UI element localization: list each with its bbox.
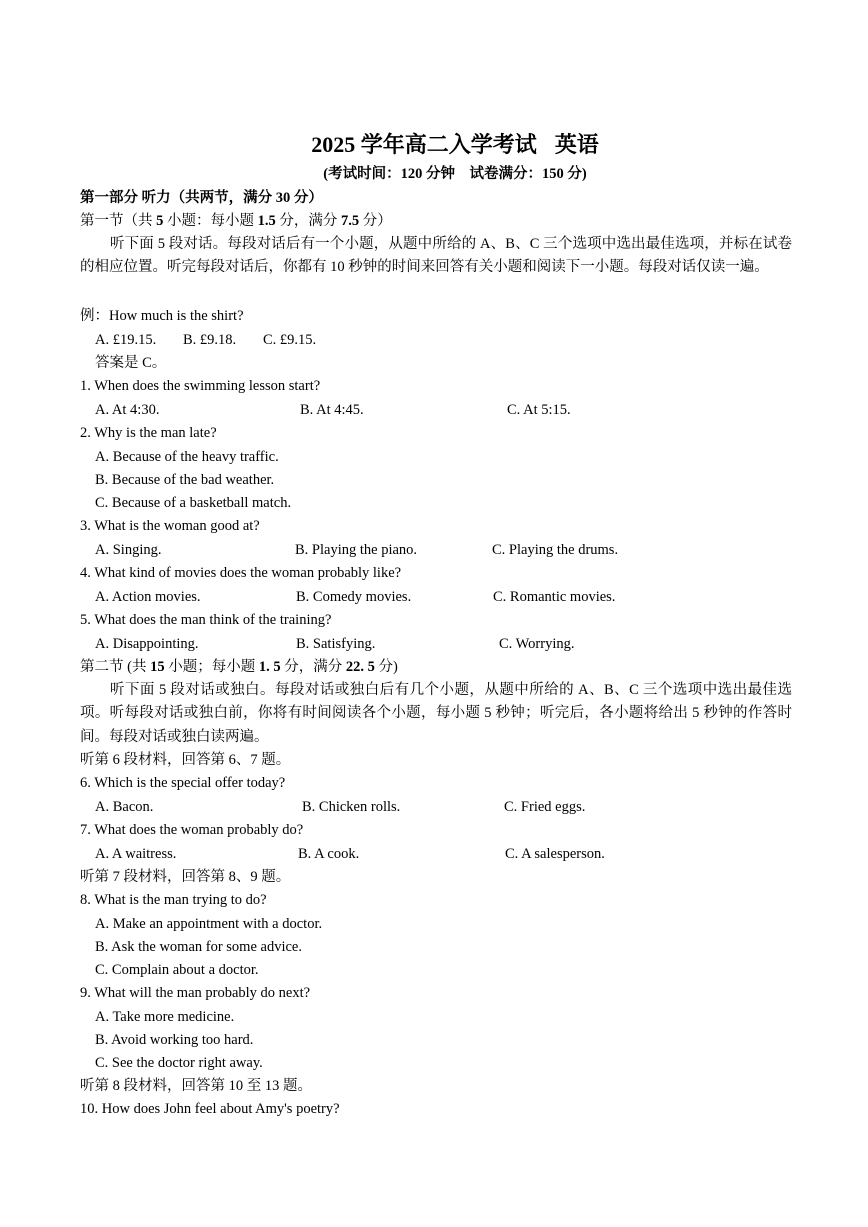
question-7: 7. What does the woman probably do? [80, 822, 304, 838]
q8-option-a: A. Make an appointment with a doctor. [95, 916, 323, 932]
q4-option-b: B. Comedy movies. [296, 589, 412, 605]
q7-option-b: B. A cook. [298, 846, 360, 862]
part1-heading: 第一部分 听力（共两节，满分 30 分） [80, 190, 323, 206]
q2-option-b: B. Because of the bad weather. [95, 472, 275, 488]
example-question: 例：How much is the shirt? [80, 308, 244, 324]
q3-option-c: C. Playing the drums. [492, 542, 619, 558]
q3-option-a: A. Singing. [95, 542, 162, 558]
question-10: 10. How does John feel about Amy's poetry? [80, 1101, 340, 1117]
q1-option-b: B. At 4:45. [300, 402, 364, 418]
question-9: 9. What will the man probably do next? [80, 985, 311, 1001]
example-option-c: C. £9.15. [263, 332, 317, 348]
q1-option-a: A. At 4:30. [95, 402, 160, 418]
section2-instructions: 听下面 5 段对话或独白。每段对话或独白后有几个小题，从题中所给的 A、B、C 三个选项中选出最佳选项。听每段对话或独白前，你将有时间阅读各个小题，每小题 5 秒钟；听完后，各小题将给出 5 秒钟的作答时间。每段对话或独白读两遍。 [80, 682, 792, 745]
q8-option-c: C. Complain about a doctor. [95, 962, 259, 978]
q9-option-c: C. See the doctor right away. [95, 1055, 263, 1071]
exam-subtitle: (考试时间：120 分钟 试卷满分：150 分) [323, 166, 587, 182]
q9-option-b: B. Avoid working too hard. [95, 1032, 254, 1048]
exam-subject: 英语 [554, 132, 599, 157]
q6-option-a: A. Bacon. [95, 799, 154, 815]
q2-option-c: C. Because of a basketball match. [95, 495, 292, 511]
material-7: 听第 7 段材料，回答第 8、9 题。 [80, 869, 291, 885]
q7-option-a: A. A waitress. [95, 846, 177, 862]
q2-option-a: A. Because of the heavy traffic. [95, 449, 279, 465]
question-2: 2. Why is the man late? [80, 425, 217, 441]
example-option-b: B. £9.18. [183, 332, 237, 348]
question-6: 6. Which is the special offer today? [80, 775, 286, 791]
q4-option-c: C. Romantic movies. [493, 589, 616, 605]
exam-title-main: 2025 学年高二入学考试 [311, 132, 537, 157]
example-option-a: A. £19.15. [95, 332, 157, 348]
section1-heading: 第一节（共 5 小题：每小题 1.5 分，满分 7.5 分） [80, 213, 392, 229]
example-answer: 答案是 C。 [95, 355, 167, 371]
q6-option-b: B. Chicken rolls. [302, 799, 401, 815]
q3-option-b: B. Playing the piano. [295, 542, 418, 558]
q4-option-a: A. Action movies. [95, 589, 201, 605]
question-1: 1. When does the swimming lesson start? [80, 378, 321, 394]
section2-heading: 第二节 (共 15 小题；每小题 1. 5 分，满分 22. 5 分) [80, 659, 398, 675]
question-5: 5. What does the man think of the training? [80, 612, 332, 628]
q5-option-a: A. Disappointing. [95, 636, 199, 652]
q5-option-c: C. Worrying. [499, 636, 575, 652]
question-8: 8. What is the man trying to do? [80, 892, 267, 908]
material-8: 听第 8 段材料，回答第 10 至 13 题。 [80, 1078, 312, 1094]
question-3: 3. What is the woman good at? [80, 518, 260, 534]
q7-option-c: C. A salesperson. [505, 846, 605, 862]
section1-instructions: 听下面 5 段对话。每段对话后有一个小题，从题中所给的 A、B、C 三个选项中选出最佳选项，并标在试卷的相应位置。听完每段对话后，你都有 10 秒钟的时间来回答有关小题和阅读下一小题。每段对话仅读一遍。 [80, 236, 792, 276]
q5-option-b: B. Satisfying. [296, 636, 376, 652]
q6-option-c: C. Fried eggs. [504, 799, 586, 815]
question-4: 4. What kind of movies does the woman probably like? [80, 565, 402, 581]
q9-option-a: A. Take more medicine. [95, 1009, 235, 1025]
material-6: 听第 6 段材料，回答第 6、7 题。 [80, 752, 291, 768]
exam-title [0, 128, 868, 159]
q1-option-c: C. At 5:15. [507, 402, 571, 418]
q8-option-b: B. Ask the woman for some advice. [95, 939, 302, 955]
